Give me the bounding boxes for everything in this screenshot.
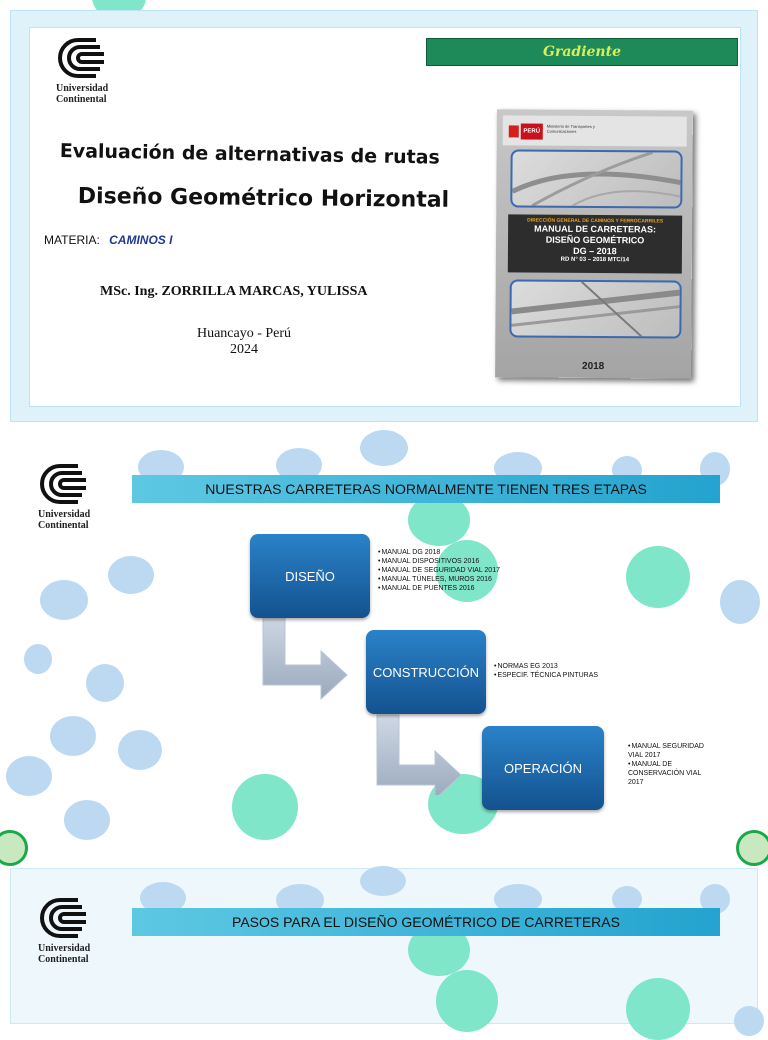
list-item: • MANUAL DE PUENTES 2016 <box>378 584 500 593</box>
cover-title-line3: DG – 2018 <box>573 245 617 257</box>
list-item: • MANUAL TÚNELES, MUROS 2016 <box>378 575 500 584</box>
decor-dot <box>108 556 154 594</box>
stage-construction-list <box>494 662 598 680</box>
decor-dot <box>6 756 52 796</box>
cover-photo-top <box>510 149 682 208</box>
cover-header <box>503 115 687 146</box>
presentation-title: Evaluación de alternativas de rutas <box>59 140 441 169</box>
manual-cover-image <box>495 109 693 378</box>
decor-dot <box>40 580 88 620</box>
decor-dot <box>436 970 498 1032</box>
university-name: Universidad Continental <box>38 943 91 965</box>
slide-2-header: NUESTRAS CARRETERAS NORMALMENTE TIENEN TRES ETAPAS <box>132 475 720 503</box>
list-item: • MANUAL DISPOSITIVOS 2016 <box>378 557 500 566</box>
decor-dot <box>626 978 690 1040</box>
author-name: MSc. Ing. ZORRILLA MARCAS, YULISSA <box>100 284 368 299</box>
highway-interchange-icon <box>512 151 680 206</box>
list-item: • NORMAS EG 2013 <box>494 662 598 671</box>
cover-photo-bottom <box>509 279 681 338</box>
decor-dot <box>734 1006 764 1036</box>
arrow-design-to-construction-icon <box>263 615 347 699</box>
university-logo <box>56 38 126 105</box>
cover-title-line1: MANUAL DE CARRETERAS: <box>534 223 657 235</box>
university-name: Universidad Continental <box>56 83 109 105</box>
ministry-name: Ministerio de Transportes y Comunicaciones <box>546 123 595 134</box>
decor-dot <box>360 866 406 896</box>
cover-title-band <box>508 214 682 273</box>
list-item: • MANUAL DG 2018 <box>378 548 500 557</box>
university-logo <box>38 898 108 965</box>
decor-dot <box>626 546 690 608</box>
stage-operation-box: OPERACIÓN <box>482 726 604 810</box>
decor-dot <box>360 430 408 466</box>
list-item: • MANUAL DE CONSERVACIÓN VIAL 2017 <box>628 760 714 787</box>
decor-dot <box>24 644 52 674</box>
cover-resolution: RD N° 03 – 2018 MTC/14 <box>560 256 630 264</box>
arrow-construction-to-operation-icon <box>377 715 461 795</box>
stage-design-list <box>378 548 500 593</box>
stage-operation-list <box>628 742 714 787</box>
decor-dot <box>720 580 760 624</box>
decor-ring <box>0 830 28 866</box>
decor-dot <box>86 664 124 702</box>
list-item: • MANUAL DE SEGURIDAD VIAL 2017 <box>378 566 500 575</box>
stage-design-box: DISEÑO <box>250 534 370 618</box>
course-value: CAMINOS I <box>109 233 173 247</box>
cover-year: 2018 <box>581 360 605 373</box>
location-date <box>192 326 296 358</box>
university-logo-icon <box>38 464 108 504</box>
decor-dot <box>118 730 162 770</box>
decor-ring <box>736 830 768 866</box>
list-item: • MANUAL SEGURIDAD VIAL 2017 <box>628 742 714 760</box>
cover-title-line2: DISEÑO GEOMÉTRICO <box>545 234 645 246</box>
university-logo <box>38 464 108 531</box>
cover-direction: DIRECCIÓN GENERAL DE CAMINOS Y FERROCARRILES <box>527 217 664 225</box>
presentation-subtitle: Diseño Geométrico Horizontal <box>77 184 450 213</box>
peru-emblem-icon <box>509 125 519 137</box>
decor-dot <box>50 716 96 756</box>
location: Huancayo - Perú <box>196 326 292 341</box>
university-logo-icon <box>38 898 108 938</box>
course-info <box>44 233 172 247</box>
course-label: MATERIA: <box>44 233 100 247</box>
road-overpass-icon <box>511 281 679 336</box>
university-name: Universidad Continental <box>38 509 91 531</box>
slide-3-header: PASOS PARA EL DISEÑO GEOMÉTRICO DE CARRETERAS <box>132 908 720 936</box>
list-item: • ESPECIF. TÉCNICA PINTURAS <box>494 671 598 680</box>
gradiente-label: Gradiente <box>426 38 738 66</box>
peru-badge: PERÚ <box>521 123 543 139</box>
university-logo-icon <box>56 38 126 78</box>
stage-construction-box: CONSTRUCCIÓN <box>366 630 486 714</box>
year: 2024 <box>230 342 258 357</box>
decor-dot <box>64 800 110 840</box>
